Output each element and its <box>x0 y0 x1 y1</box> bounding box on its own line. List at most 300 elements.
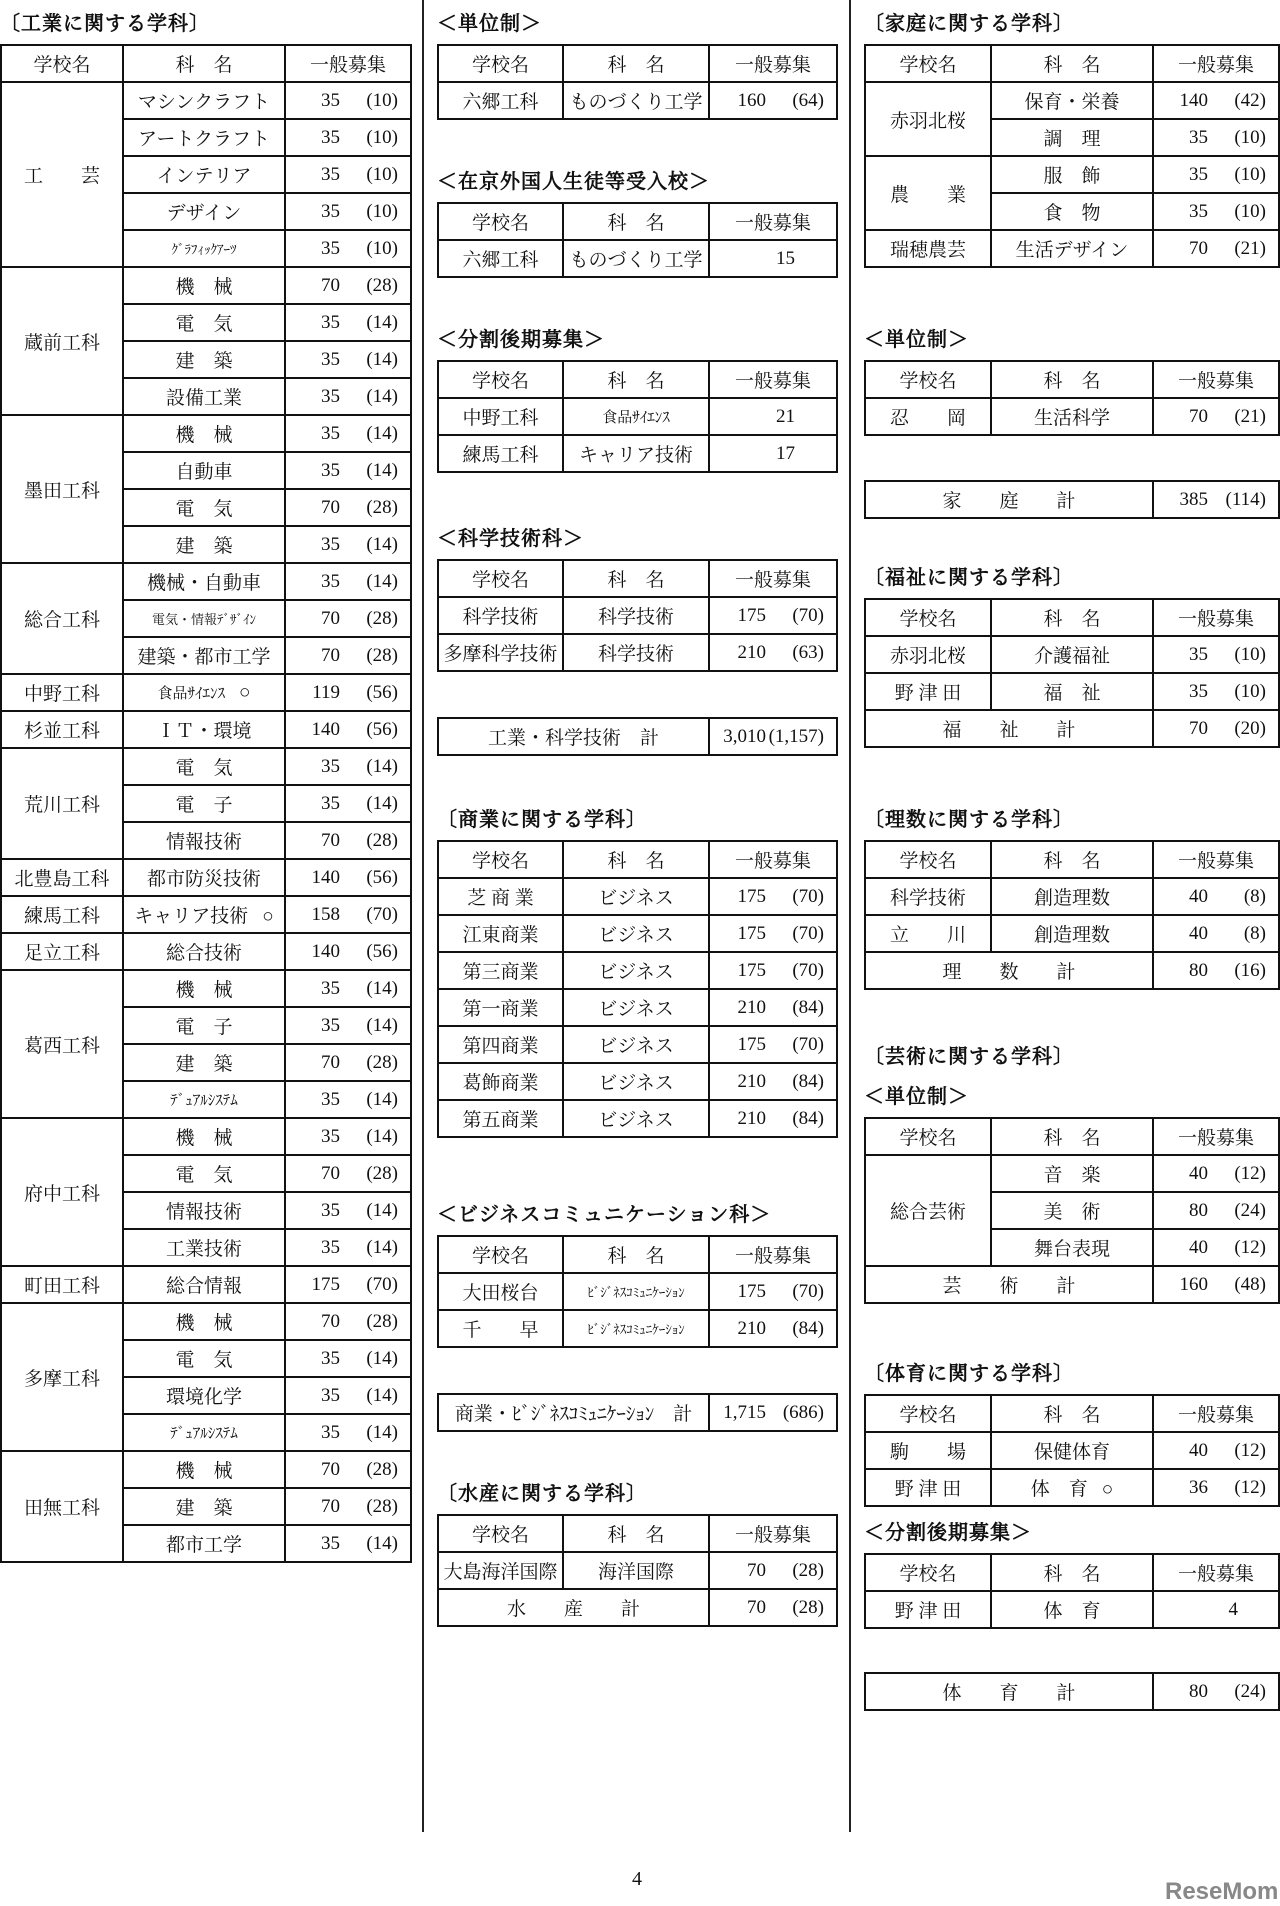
department-name: 建 築 <box>175 1498 233 1519</box>
general-count: 70 <box>321 496 340 518</box>
department-cell <box>563 634 709 671</box>
enrollment-cell <box>709 1589 837 1626</box>
department-name: ビジネス <box>598 1073 674 1094</box>
school-name: 練馬工科 <box>1 896 123 933</box>
department-header: 科 名 <box>563 45 709 82</box>
priority-count: (16) <box>1234 959 1266 981</box>
page-number: 4 <box>632 1868 642 1890</box>
school-name: 練馬工科 <box>438 435 563 472</box>
department-header: 科 名 <box>991 1554 1153 1591</box>
enrollment-cell <box>1153 1591 1279 1628</box>
school-header: 学校名 <box>438 1236 563 1273</box>
school-name: 第三商業 <box>438 952 563 989</box>
priority-count: (28) <box>792 1559 824 1581</box>
enrollment-cell <box>709 989 837 1026</box>
enrollment-cell <box>285 1266 411 1303</box>
table-row <box>438 989 837 1026</box>
enrollment-table <box>437 1235 838 1348</box>
department-cell <box>563 952 709 989</box>
department-name: 機 械 <box>175 1128 233 1149</box>
department-name: デザイン <box>166 203 242 224</box>
enrollment-table <box>864 1553 1280 1629</box>
section-katei-total <box>864 480 1280 519</box>
section-zaikyo <box>437 162 838 278</box>
department-header: 科 名 <box>563 841 709 878</box>
general-count: 35 <box>321 89 340 111</box>
department-cell <box>123 1377 285 1414</box>
priority-count: (28) <box>366 1495 398 1517</box>
priority-count: (14) <box>366 311 398 333</box>
table-header-row <box>865 45 1279 82</box>
table-row <box>1 1266 411 1303</box>
section-risu <box>864 800 1280 990</box>
department-cell <box>991 193 1153 230</box>
priority-count: (10) <box>366 200 398 222</box>
enrollment-cell <box>1153 1673 1279 1710</box>
priority-count: (14) <box>366 1125 398 1147</box>
total-label: 商業・ﾋﾞｼﾞﾈｽｺﾐｭﾆｹｰｼｮﾝ 計 <box>438 1394 709 1431</box>
enrollment-cell <box>1153 915 1279 952</box>
enrollment-cell <box>1153 952 1279 989</box>
priority-count: (70) <box>792 922 824 944</box>
department-cell <box>123 1007 285 1044</box>
department-name: 電 子 <box>175 795 233 816</box>
general-count: 40 <box>1189 922 1208 944</box>
table-row <box>865 915 1279 952</box>
enrollment-cell <box>1153 1229 1279 1266</box>
department-cell <box>991 230 1153 267</box>
general-count: 140 <box>311 866 340 888</box>
school-name: 科学技術 <box>865 878 991 915</box>
table-row <box>438 240 837 277</box>
table-row <box>1 1303 411 1340</box>
department-name: キャリア技術 <box>134 906 249 927</box>
school-name: 町田工科 <box>1 1266 123 1303</box>
general-count: 35 <box>321 126 340 148</box>
table-header-row <box>438 1236 837 1273</box>
enrollment-table <box>437 360 838 473</box>
general-count: 70 <box>1189 717 1208 739</box>
general-count: 140 <box>311 940 340 962</box>
table-header-row <box>438 1515 837 1552</box>
priority-count: (12) <box>1234 1236 1266 1258</box>
priority-count: (14) <box>366 570 398 592</box>
enrollment-cell <box>285 1229 411 1266</box>
enrollment-table <box>437 1393 838 1432</box>
circle-mark-icon: ○ <box>1101 1479 1114 1500</box>
department-name: ビジネス <box>598 999 674 1020</box>
department-name: 情報技術 <box>165 832 242 853</box>
department-cell <box>991 878 1153 915</box>
department-name: 電 気 <box>175 758 233 779</box>
department-name: ﾃﾞｭｱﾙｼｽﾃﾑ <box>170 1425 238 1442</box>
section-title: ＜分割後期募集＞ <box>864 1522 1032 1544</box>
table-row <box>1 1451 411 1488</box>
school-name: 立 川 <box>865 915 991 952</box>
enrollment-cell <box>285 711 411 748</box>
school-name: 杉並工科 <box>1 711 123 748</box>
priority-count: (28) <box>366 1162 398 1184</box>
school-name: 赤羽北桜 <box>865 636 991 673</box>
table-header-row <box>438 361 837 398</box>
department-name: 舞台表現 <box>1033 1239 1110 1260</box>
table-row <box>438 1310 837 1347</box>
general-count: 80 <box>1189 959 1208 981</box>
enrollment-cell <box>1153 119 1279 156</box>
priority-count: (14) <box>366 459 398 481</box>
general-count: 70 <box>321 274 340 296</box>
priority-count: (14) <box>366 533 398 555</box>
department-name: 建 築 <box>175 1054 233 1075</box>
priority-count: (21) <box>1234 405 1266 427</box>
table-row <box>865 878 1279 915</box>
section-title: 〔商業に関する学科〕 <box>437 809 647 831</box>
general-count: 35 <box>321 163 340 185</box>
department-cell <box>123 1266 285 1303</box>
priority-count: (28) <box>366 1310 398 1332</box>
table-row <box>438 82 837 119</box>
enrollment-cell <box>285 1414 411 1451</box>
general-count: 70 <box>321 1495 340 1517</box>
enrollment-cell <box>285 859 411 896</box>
enrollment-table <box>437 717 838 756</box>
school-name: 北豊島工科 <box>1 859 123 896</box>
table-row <box>1 896 411 933</box>
department-name: ものづくり工学 <box>569 92 703 113</box>
department-cell <box>123 304 285 341</box>
priority-count: (14) <box>366 1014 398 1036</box>
enrollment-cell <box>285 822 411 859</box>
enrollment-header: 一般募集 <box>1153 1395 1279 1432</box>
enrollment-cell <box>285 1155 411 1192</box>
department-name: ビジネス <box>598 962 674 983</box>
enrollment-cell <box>285 156 411 193</box>
section-title: ＜単位制＞ <box>437 13 542 35</box>
table-header-row <box>865 1395 1279 1432</box>
table-row <box>1 970 411 1007</box>
school-name: 科学技術 <box>438 597 563 634</box>
general-count: 35 <box>321 755 340 777</box>
enrollment-cell <box>709 878 837 915</box>
general-count: 17 <box>776 442 795 464</box>
priority-count: (14) <box>366 977 398 999</box>
general-count: 3,010 <box>723 725 766 747</box>
enrollment-cell <box>285 304 411 341</box>
total-row <box>438 1589 837 1626</box>
department-name: 調 理 <box>1043 129 1101 150</box>
department-name: 電 気 <box>175 499 233 520</box>
section-kogyo-total <box>437 717 838 756</box>
priority-count: (14) <box>366 1532 398 1554</box>
general-count: 175 <box>737 1280 766 1302</box>
circle-mark-icon: ○ <box>239 681 251 703</box>
general-count: 175 <box>737 885 766 907</box>
department-name: アートクラフト <box>137 129 271 150</box>
department-cell <box>123 1118 285 1155</box>
general-count: 175 <box>737 1033 766 1055</box>
department-name: ｸﾞﾗﾌｨｯｸｱｰﾂ <box>171 241 237 257</box>
department-cell <box>123 785 285 822</box>
department-cell <box>123 1488 285 1525</box>
table-header-row <box>438 45 837 82</box>
general-count: 175 <box>737 604 766 626</box>
priority-count: (48) <box>1234 1273 1266 1295</box>
general-count: 35 <box>321 459 340 481</box>
enrollment-table <box>864 1672 1280 1711</box>
general-count: 35 <box>1189 200 1208 222</box>
department-header: 科 名 <box>563 361 709 398</box>
department-cell <box>123 896 285 933</box>
school-header: 学校名 <box>438 203 563 240</box>
enrollment-cell <box>285 230 411 267</box>
general-count: 35 <box>1189 126 1208 148</box>
school-name: 墨田工科 <box>1 415 123 563</box>
total-row <box>865 952 1279 989</box>
department-header: 科 名 <box>563 203 709 240</box>
general-count: 70 <box>1189 237 1208 259</box>
department-name: 電 気 <box>175 314 233 335</box>
enrollment-table <box>437 559 838 672</box>
department-name: 体 育 <box>1043 1601 1101 1622</box>
enrollment-header: 一般募集 <box>709 1515 837 1552</box>
department-name: 機 械 <box>175 1313 233 1334</box>
department-cell <box>991 1432 1153 1469</box>
school-name: 第一商業 <box>438 989 563 1026</box>
school-header: 学校名 <box>865 361 991 398</box>
general-count: 35 <box>321 1125 340 1147</box>
general-count: 210 <box>737 1317 766 1339</box>
department-name: インテリア <box>156 166 252 187</box>
table-header-row <box>1 45 411 82</box>
department-name: 総合情報 <box>165 1276 242 1297</box>
priority-count: (1,157) <box>768 725 824 747</box>
table-row <box>865 1469 1279 1506</box>
school-name: 葛飾商業 <box>438 1063 563 1100</box>
section-bunkatsu <box>437 320 838 473</box>
department-name: 情報技術 <box>165 1202 242 1223</box>
school-name: 瑞穂農芸 <box>865 230 991 267</box>
department-cell <box>123 1229 285 1266</box>
enrollment-cell <box>285 785 411 822</box>
table-row <box>865 673 1279 710</box>
section-kogyo <box>0 4 412 1563</box>
department-name: 創造理数 <box>1033 888 1110 909</box>
priority-count: (14) <box>366 1236 398 1258</box>
department-cell <box>991 156 1153 193</box>
department-cell <box>123 489 285 526</box>
section-title: ＜在京外国人生徒等受入校＞ <box>437 171 710 193</box>
priority-count: (14) <box>366 1199 398 1221</box>
enrollment-cell <box>285 1377 411 1414</box>
department-cell <box>123 933 285 970</box>
department-header: 科 名 <box>563 1236 709 1273</box>
section-title: 〔家庭に関する学科〕 <box>864 13 1074 35</box>
enrollment-cell <box>285 896 411 933</box>
department-header: 科 名 <box>991 841 1153 878</box>
priority-count: (56) <box>366 681 398 703</box>
priority-count: (14) <box>366 385 398 407</box>
enrollment-header: 一般募集 <box>709 361 837 398</box>
total-row <box>438 718 837 755</box>
department-cell <box>123 378 285 415</box>
enrollment-cell <box>285 341 411 378</box>
department-name: ビジネス <box>598 1110 674 1131</box>
school-name: 多摩工科 <box>1 1303 123 1451</box>
section-suisan <box>437 1474 838 1627</box>
enrollment-table <box>437 1514 838 1627</box>
school-name: 野 津 田 <box>865 1591 991 1628</box>
department-cell <box>123 600 285 637</box>
table-row <box>1 563 411 600</box>
enrollment-cell <box>285 933 411 970</box>
department-cell <box>123 1081 285 1118</box>
priority-count: (14) <box>366 422 398 444</box>
enrollment-table <box>437 840 838 1138</box>
enrollment-cell <box>709 1026 837 1063</box>
department-name: マシンクラフト <box>137 92 271 113</box>
priority-count: (10) <box>366 126 398 148</box>
priority-count: (63) <box>792 641 824 663</box>
section-title: 〔福祉に関する学科〕 <box>864 567 1074 589</box>
enrollment-header: 一般募集 <box>709 1236 837 1273</box>
school-header: 学校名 <box>865 599 991 636</box>
section-tanisei <box>437 4 838 120</box>
enrollment-cell <box>709 718 837 755</box>
priority-count: (28) <box>366 607 398 629</box>
enrollment-cell <box>285 526 411 563</box>
department-cell <box>123 859 285 896</box>
school-header: 学校名 <box>865 45 991 82</box>
table-header-row <box>865 1118 1279 1155</box>
priority-count: (24) <box>1234 1199 1266 1221</box>
department-header: 科 名 <box>991 361 1153 398</box>
general-count: 35 <box>321 1199 340 1221</box>
enrollment-cell <box>709 1310 837 1347</box>
school-name: 千 早 <box>438 1310 563 1347</box>
department-cell <box>563 240 709 277</box>
general-count: 210 <box>737 996 766 1018</box>
general-count: 70 <box>747 1559 766 1581</box>
department-name: 食品ｻｲｴﾝｽ <box>602 409 670 426</box>
enrollment-cell <box>1153 673 1279 710</box>
department-cell <box>123 1340 285 1377</box>
section-taiiku-total <box>864 1672 1280 1711</box>
department-name: 都市工学 <box>165 1535 242 1556</box>
section-fukushi <box>864 558 1280 748</box>
enrollment-cell <box>285 1303 411 1340</box>
priority-count: (20) <box>1234 717 1266 739</box>
general-count: 35 <box>321 1236 340 1258</box>
department-name: 福 祉 <box>1043 683 1101 704</box>
total-label: 家 庭 計 <box>865 481 1153 518</box>
school-header: 学校名 <box>865 1395 991 1432</box>
priority-count: (84) <box>792 1107 824 1129</box>
priority-count: (21) <box>1234 237 1266 259</box>
school-name: 足立工科 <box>1 933 123 970</box>
priority-count: (56) <box>366 718 398 740</box>
enrollment-cell <box>1153 1469 1279 1506</box>
table-row <box>438 1273 837 1310</box>
enrollment-header: 一般募集 <box>1153 599 1279 636</box>
table-row <box>438 952 837 989</box>
total-row <box>438 1394 837 1431</box>
department-cell <box>123 711 285 748</box>
table-row <box>438 1063 837 1100</box>
priority-count: (24) <box>1234 1680 1266 1702</box>
school-name: 江東商業 <box>438 915 563 952</box>
department-name: 保育・栄養 <box>1024 92 1120 113</box>
school-name: 蔵前工科 <box>1 267 123 415</box>
general-count: 35 <box>321 1088 340 1110</box>
enrollment-cell <box>285 637 411 674</box>
department-cell <box>563 1273 709 1310</box>
enrollment-cell <box>285 1044 411 1081</box>
general-count: 40 <box>1189 1439 1208 1461</box>
department-name: 海洋国際 <box>597 1562 674 1583</box>
table-row <box>438 915 837 952</box>
table-row <box>865 1155 1279 1192</box>
enrollment-cell <box>285 748 411 785</box>
general-count: 15 <box>776 247 795 269</box>
school-header: 学校名 <box>438 361 563 398</box>
general-count: 160 <box>1179 1273 1208 1295</box>
priority-count: (84) <box>792 996 824 1018</box>
department-name: 総合技術 <box>165 943 242 964</box>
priority-count: (28) <box>366 496 398 518</box>
department-name: ＩＴ・環境 <box>156 721 252 742</box>
enrollment-cell <box>709 398 837 435</box>
department-cell <box>563 1026 709 1063</box>
enrollment-table <box>864 480 1280 519</box>
priority-count: (14) <box>366 348 398 370</box>
priority-count: (14) <box>366 1088 398 1110</box>
school-name: 中野工科 <box>1 674 123 711</box>
priority-count: (10) <box>366 163 398 185</box>
school-name: 葛西工科 <box>1 970 123 1118</box>
department-header: 科 名 <box>991 45 1153 82</box>
enrollment-cell <box>709 597 837 634</box>
department-name: ﾋﾞｼﾞﾈｽｺﾐｭﾆｹｰｼｮﾝ <box>587 1284 685 1300</box>
department-cell <box>563 435 709 472</box>
general-count: 70 <box>321 1051 340 1073</box>
department-cell <box>991 398 1153 435</box>
priority-count: (8) <box>1243 922 1266 944</box>
department-cell <box>991 1192 1153 1229</box>
enrollment-cell <box>285 119 411 156</box>
general-count: 70 <box>321 1458 340 1480</box>
enrollment-header: 一般募集 <box>709 45 837 82</box>
department-cell <box>991 1469 1153 1506</box>
enrollment-cell <box>285 1081 411 1118</box>
general-count: 80 <box>1189 1680 1208 1702</box>
section-title: 〔水産に関する学科〕 <box>437 1483 647 1505</box>
total-label: 芸 術 計 <box>865 1266 1153 1303</box>
school-name: 野 津 田 <box>865 1469 991 1506</box>
department-cell <box>991 82 1153 119</box>
enrollment-cell <box>709 952 837 989</box>
department-name: ビジネス <box>598 888 674 909</box>
school-name: 府中工科 <box>1 1118 123 1266</box>
enrollment-header: 一般募集 <box>1153 361 1279 398</box>
priority-count: (12) <box>1234 1439 1266 1461</box>
department-name: ﾃﾞｭｱﾙｼｽﾃﾑ <box>170 1092 238 1109</box>
department-cell <box>563 1310 709 1347</box>
school-header: 学校名 <box>438 1515 563 1552</box>
priority-count: (686) <box>782 1401 824 1423</box>
general-count: 35 <box>321 1014 340 1036</box>
department-name: 機 械 <box>175 277 233 298</box>
general-count: 4 <box>1228 1598 1238 1620</box>
